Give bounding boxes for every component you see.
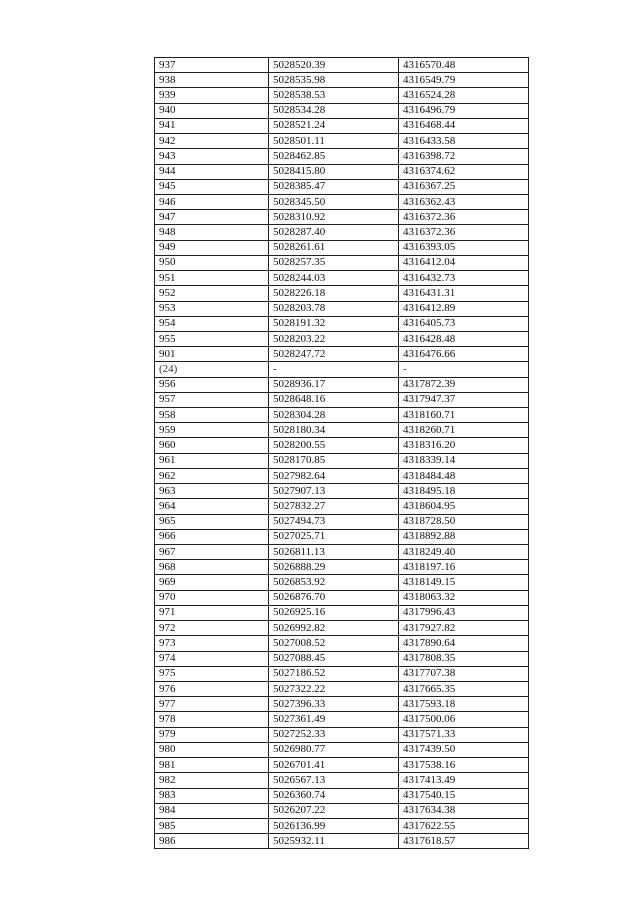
x-coordinate-cell: 5028538.53: [269, 88, 399, 103]
x-coordinate-cell: 5028244.03: [269, 271, 399, 286]
x-coordinate-cell: 5027361.49: [269, 712, 399, 727]
x-coordinate-cell: 5026360.74: [269, 788, 399, 803]
table-row: [155, 773, 529, 788]
table-row: [155, 590, 529, 605]
y-coordinate-cell: 4318149.15: [399, 575, 529, 590]
point-number-cell: 985: [155, 818, 269, 833]
x-coordinate-cell: 5027008.52: [269, 636, 399, 651]
x-coordinate-cell: 5028648.16: [269, 392, 399, 407]
table-row: [155, 423, 529, 438]
y-coordinate-cell: 4316372.36: [399, 225, 529, 240]
x-coordinate-cell: 5028226.18: [269, 286, 399, 301]
y-coordinate-cell: 4316476.66: [399, 347, 529, 362]
y-coordinate-cell: 4318604.95: [399, 499, 529, 514]
y-coordinate-cell: -: [399, 362, 529, 377]
y-coordinate-cell: 4317538.16: [399, 758, 529, 773]
table-row: [155, 392, 529, 407]
y-coordinate-cell: 4318892.88: [399, 529, 529, 544]
table-row: [155, 134, 529, 149]
y-coordinate-cell: 4316393.05: [399, 240, 529, 255]
x-coordinate-cell: 5028247.72: [269, 347, 399, 362]
table-row: [155, 484, 529, 499]
x-coordinate-cell: 5026701.41: [269, 758, 399, 773]
point-number-cell: 948: [155, 225, 269, 240]
y-coordinate-cell: 4316432.73: [399, 271, 529, 286]
point-number-cell: 972: [155, 621, 269, 636]
x-coordinate-cell: 5026207.22: [269, 803, 399, 818]
point-number-cell: 969: [155, 575, 269, 590]
x-coordinate-cell: -: [269, 362, 399, 377]
x-coordinate-cell: 5027025.71: [269, 529, 399, 544]
x-coordinate-cell: 5027252.33: [269, 727, 399, 742]
x-coordinate-cell: 5028304.28: [269, 408, 399, 423]
point-number-cell: 980: [155, 742, 269, 757]
point-number-cell: 942: [155, 134, 269, 149]
y-coordinate-cell: 4316367.25: [399, 179, 529, 194]
point-number-cell: 976: [155, 681, 269, 696]
table-row: [155, 408, 529, 423]
point-number-cell: 955: [155, 331, 269, 346]
x-coordinate-cell: 5026992.82: [269, 621, 399, 636]
table-row: [155, 605, 529, 620]
point-number-cell: 940: [155, 103, 269, 118]
x-coordinate-cell: 5027494.73: [269, 514, 399, 529]
point-number-cell: 939: [155, 88, 269, 103]
y-coordinate-cell: 4317808.35: [399, 651, 529, 666]
point-number-cell: 950: [155, 255, 269, 270]
y-coordinate-cell: 4318339.14: [399, 453, 529, 468]
table-row: [155, 240, 529, 255]
point-number-cell: 967: [155, 545, 269, 560]
x-coordinate-cell: 5028287.40: [269, 225, 399, 240]
y-coordinate-cell: 4317665.35: [399, 681, 529, 696]
table-row: [155, 834, 529, 849]
point-number-cell: 951: [155, 271, 269, 286]
x-coordinate-cell: 5028520.39: [269, 58, 399, 73]
table-row: [155, 149, 529, 164]
point-number-cell: 959: [155, 423, 269, 438]
table-row: [155, 453, 529, 468]
table-row: [155, 255, 529, 270]
x-coordinate-cell: 5028170.85: [269, 453, 399, 468]
y-coordinate-cell: 4316405.73: [399, 316, 529, 331]
y-coordinate-cell: 4317439.50: [399, 742, 529, 757]
y-coordinate-cell: 4318495.18: [399, 484, 529, 499]
table-row: [155, 651, 529, 666]
y-coordinate-cell: 4316374.62: [399, 164, 529, 179]
table-row: [155, 118, 529, 133]
point-number-cell: 974: [155, 651, 269, 666]
point-number-cell: 979: [155, 727, 269, 742]
x-coordinate-cell: 5027186.52: [269, 666, 399, 681]
table-row: [155, 438, 529, 453]
table-row: [155, 347, 529, 362]
x-coordinate-cell: 5026876.70: [269, 590, 399, 605]
point-number-cell: 966: [155, 529, 269, 544]
point-number-cell: 958: [155, 408, 269, 423]
table-row: [155, 818, 529, 833]
y-coordinate-cell: 4316412.04: [399, 255, 529, 270]
table-row: [155, 727, 529, 742]
y-coordinate-cell: 4317500.06: [399, 712, 529, 727]
y-coordinate-cell: 4318197.16: [399, 560, 529, 575]
y-coordinate-cell: 4317618.57: [399, 834, 529, 849]
y-coordinate-cell: 4316398.72: [399, 149, 529, 164]
table-row: [155, 788, 529, 803]
table-row: [155, 666, 529, 681]
x-coordinate-cell: 5028521.24: [269, 118, 399, 133]
point-number-cell: 984: [155, 803, 269, 818]
y-coordinate-cell: 4317890.64: [399, 636, 529, 651]
table-row: [155, 225, 529, 240]
table-row: [155, 88, 529, 103]
point-number-cell: 970: [155, 590, 269, 605]
x-coordinate-cell: 5027088.45: [269, 651, 399, 666]
table-row: [155, 286, 529, 301]
x-coordinate-cell: 5028462.85: [269, 149, 399, 164]
point-number-cell: 978: [155, 712, 269, 727]
table-row: [155, 271, 529, 286]
point-number-cell: 983: [155, 788, 269, 803]
x-coordinate-cell: 5026136.99: [269, 818, 399, 833]
table-row: [155, 681, 529, 696]
point-number-cell: 982: [155, 773, 269, 788]
x-coordinate-cell: 5027907.13: [269, 484, 399, 499]
table-row: [155, 514, 529, 529]
point-number-cell: 962: [155, 468, 269, 483]
y-coordinate-cell: 4317996.43: [399, 605, 529, 620]
table-row: [155, 636, 529, 651]
y-coordinate-cell: 4316372.36: [399, 210, 529, 225]
table-row: [155, 742, 529, 757]
table-row: [155, 362, 529, 377]
y-coordinate-cell: 4316549.79: [399, 73, 529, 88]
table-row: [155, 499, 529, 514]
table-row: [155, 103, 529, 118]
table-row: [155, 697, 529, 712]
x-coordinate-cell: 5028345.50: [269, 194, 399, 209]
table-row: [155, 179, 529, 194]
x-coordinate-cell: 5028310.92: [269, 210, 399, 225]
point-number-cell: 901: [155, 347, 269, 362]
y-coordinate-cell: 4318260.71: [399, 423, 529, 438]
table-row: [155, 621, 529, 636]
y-coordinate-cell: 4316428.48: [399, 331, 529, 346]
y-coordinate-cell: 4317872.39: [399, 377, 529, 392]
table-row: [155, 164, 529, 179]
point-number-cell: 965: [155, 514, 269, 529]
point-number-cell: 981: [155, 758, 269, 773]
y-coordinate-cell: 4317634.38: [399, 803, 529, 818]
table-row: [155, 331, 529, 346]
table-row: [155, 468, 529, 483]
y-coordinate-cell: 4318316.20: [399, 438, 529, 453]
table-row: [155, 377, 529, 392]
y-coordinate-cell: 4316524.28: [399, 88, 529, 103]
y-coordinate-cell: 4317622.55: [399, 818, 529, 833]
point-number-cell: 968: [155, 560, 269, 575]
point-number-cell: 960: [155, 438, 269, 453]
coordinates-table: [154, 57, 529, 849]
x-coordinate-cell: 5028203.22: [269, 331, 399, 346]
table-row: [155, 529, 529, 544]
table-row: [155, 560, 529, 575]
coordinates-table-body: [155, 58, 529, 849]
point-number-cell: 986: [155, 834, 269, 849]
x-coordinate-cell: 5028200.55: [269, 438, 399, 453]
x-coordinate-cell: 5028191.32: [269, 316, 399, 331]
x-coordinate-cell: 5027396.33: [269, 697, 399, 712]
x-coordinate-cell: 5028180.34: [269, 423, 399, 438]
x-coordinate-cell: 5028535.98: [269, 73, 399, 88]
point-number-cell: 941: [155, 118, 269, 133]
x-coordinate-cell: 5028261.61: [269, 240, 399, 255]
x-coordinate-cell: 5028534.28: [269, 103, 399, 118]
point-number-cell: 945: [155, 179, 269, 194]
table-row: [155, 73, 529, 88]
y-coordinate-cell: 4316412.89: [399, 301, 529, 316]
point-number-cell: 944: [155, 164, 269, 179]
y-coordinate-cell: 4316468.44: [399, 118, 529, 133]
point-number-cell: 964: [155, 499, 269, 514]
x-coordinate-cell: 5027322.22: [269, 681, 399, 696]
y-coordinate-cell: 4316362.43: [399, 194, 529, 209]
x-coordinate-cell: 5028415.80: [269, 164, 399, 179]
point-number-cell: 973: [155, 636, 269, 651]
x-coordinate-cell: 5028203.78: [269, 301, 399, 316]
y-coordinate-cell: 4316570.48: [399, 58, 529, 73]
point-number-cell: 946: [155, 194, 269, 209]
point-number-cell: 947: [155, 210, 269, 225]
table-row: [155, 545, 529, 560]
table-row: [155, 58, 529, 73]
y-coordinate-cell: 4317413.49: [399, 773, 529, 788]
table-row: [155, 316, 529, 331]
table-row: [155, 803, 529, 818]
x-coordinate-cell: 5028936.17: [269, 377, 399, 392]
table-row: [155, 210, 529, 225]
y-coordinate-cell: 4316496.79: [399, 103, 529, 118]
y-coordinate-cell: 4318484.48: [399, 468, 529, 483]
y-coordinate-cell: 4317540.15: [399, 788, 529, 803]
y-coordinate-cell: 4318728.50: [399, 514, 529, 529]
table-row: [155, 301, 529, 316]
x-coordinate-cell: 5026925.16: [269, 605, 399, 620]
point-number-cell: 937: [155, 58, 269, 73]
y-coordinate-cell: 4317571.33: [399, 727, 529, 742]
y-coordinate-cell: 4316433.58: [399, 134, 529, 149]
x-coordinate-cell: 5027982.64: [269, 468, 399, 483]
x-coordinate-cell: 5026888.29: [269, 560, 399, 575]
x-coordinate-cell: 5026980.77: [269, 742, 399, 757]
y-coordinate-cell: 4318160.71: [399, 408, 529, 423]
point-number-cell: (24): [155, 362, 269, 377]
table-row: [155, 712, 529, 727]
x-coordinate-cell: 5028257.35: [269, 255, 399, 270]
point-number-cell: 957: [155, 392, 269, 407]
x-coordinate-cell: 5026811.13: [269, 545, 399, 560]
x-coordinate-cell: 5028385.47: [269, 179, 399, 194]
y-coordinate-cell: 4317927.82: [399, 621, 529, 636]
point-number-cell: 971: [155, 605, 269, 620]
point-number-cell: 952: [155, 286, 269, 301]
y-coordinate-cell: 4318249.40: [399, 545, 529, 560]
x-coordinate-cell: 5026853.92: [269, 575, 399, 590]
y-coordinate-cell: 4316431.31: [399, 286, 529, 301]
point-number-cell: 963: [155, 484, 269, 499]
y-coordinate-cell: 4317947.37: [399, 392, 529, 407]
point-number-cell: 954: [155, 316, 269, 331]
point-number-cell: 938: [155, 73, 269, 88]
point-number-cell: 961: [155, 453, 269, 468]
point-number-cell: 943: [155, 149, 269, 164]
point-number-cell: 949: [155, 240, 269, 255]
x-coordinate-cell: 5028501.11: [269, 134, 399, 149]
y-coordinate-cell: 4318063.32: [399, 590, 529, 605]
point-number-cell: 977: [155, 697, 269, 712]
y-coordinate-cell: 4317593.18: [399, 697, 529, 712]
x-coordinate-cell: 5025932.11: [269, 834, 399, 849]
table-row: [155, 575, 529, 590]
point-number-cell: 956: [155, 377, 269, 392]
point-number-cell: 953: [155, 301, 269, 316]
x-coordinate-cell: 5026567.13: [269, 773, 399, 788]
y-coordinate-cell: 4317707.38: [399, 666, 529, 681]
point-number-cell: 975: [155, 666, 269, 681]
table-row: [155, 758, 529, 773]
x-coordinate-cell: 5027832.27: [269, 499, 399, 514]
table-row: [155, 194, 529, 209]
